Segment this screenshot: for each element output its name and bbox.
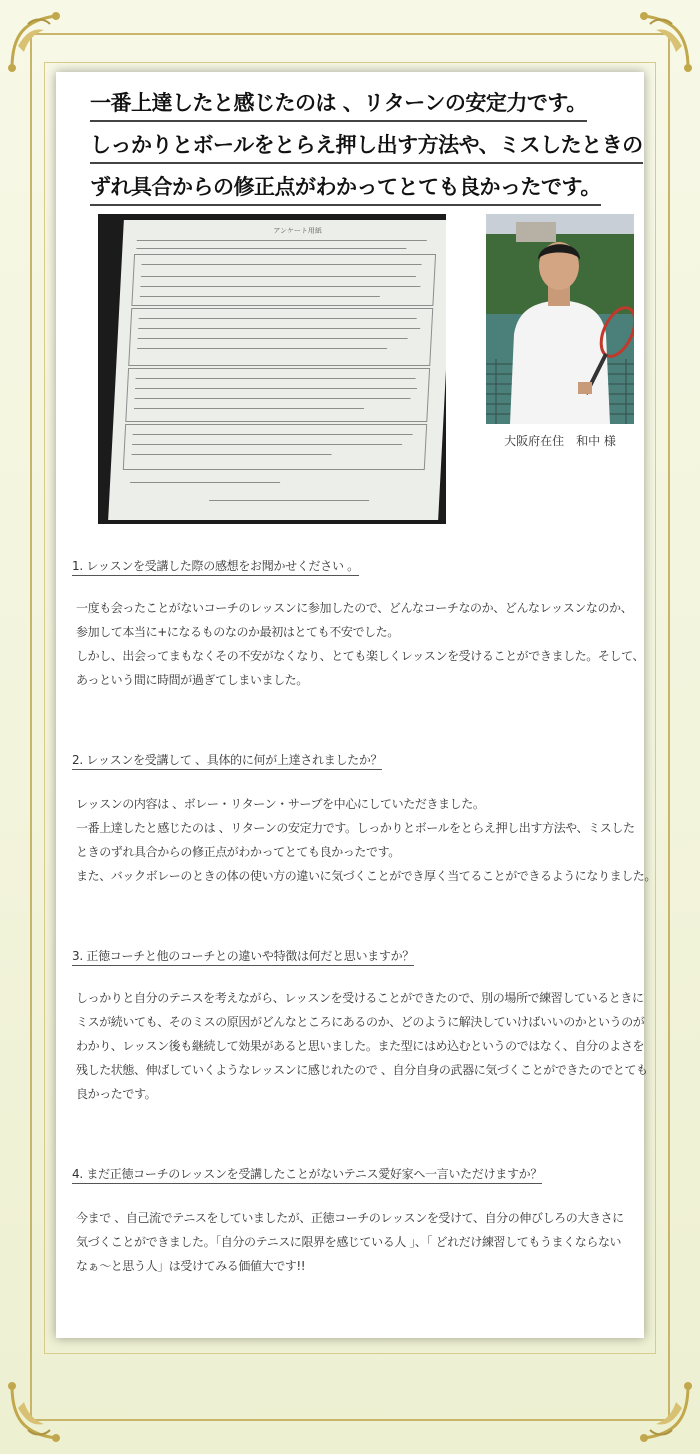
question-3: 3. 正徳コーチと他のコーチとの違いや特徴は何だと思いますか？ [72,948,414,966]
headline-line: 一番上達したと感じたのは 、リターンの安定力です。 [90,86,587,122]
corner-ornament-icon [4,6,74,76]
answer-4 [76,1206,638,1278]
answer-line: わかり、レッスン後も継続して効果があると思いました。また型にはめ込むというのではなく、自分のよさを [76,1039,645,1053]
answer-line: しっかりと自分のテニスを考えながら、レッスンを受けることができたので、別の場所で練習しているときに [76,991,644,1005]
corner-ornament-icon [626,1378,696,1448]
questionnaire-photo [98,214,446,524]
answer-line: ミスが続いても、そのミスの原因がどんなところにあるのか、どのように解決していけばいいのかというのが [76,1015,645,1029]
corner-ornament-icon [4,1378,74,1448]
answer-line: 良かったです。 [76,1087,157,1101]
question-1: 1. レッスンを受講した際の感想をお聞かせください 。 [72,558,359,576]
answer-line: ときのずれ具合からの修正点がわかってとても良かったです。 [76,845,400,859]
answer-line: なぁ～と思う人」は受けてみる価値大です!! [76,1259,306,1273]
corner-ornament-icon [626,6,696,76]
headline-line: ずれ具合からの修正点がわかってとても良かったです。 [90,170,601,206]
headline-line: しっかりとボールをとらえ押し出す方法や、ミスしたときの [90,128,643,164]
answer-line: また、バックボレーのときの体の使い方の違いに気づくことができ厚く当てることができるようになりました。 [76,869,657,883]
customer-caption: 大阪府在住 和中 様 [504,434,616,448]
answer-1 [76,596,645,692]
question-4: 4. まだ正徳コーチのレッスンを受講したことがないテニス愛好家へ一言いただけますか？ [72,1166,542,1184]
answer-3 [76,986,648,1106]
answer-line: 一番上達したと感じたのは 、リターンの安定力です。しっかりとボールをとらえ押し出す方法や、ミスした [76,821,635,835]
questionnaire-title: アンケート用紙 [273,227,323,235]
answer-line: 残した状態、伸ばしていくようなレッスンに感じれたので 、自分自身の武器に気づくことができたのでとても [76,1063,648,1077]
customer-photo [486,214,634,424]
answer-line: 今まで 、自己流でテニスをしていましたが、正徳コーチのレッスンを受けて、自分の伸びしろの大きさに [76,1211,624,1225]
questionnaire-sheet [108,220,446,520]
question-2: 2. レッスンを受講して 、具体的に何が上達されましたか？ [72,752,382,770]
answer-line: 参加して本当に+になるものなのか最初はとても不安でした。 [76,625,399,639]
answer-line: しかし、出会ってまもなくその不安がなくなり、とても楽しくレッスンを受けることができました。そして、 [76,649,645,663]
answer-line: 一度も会ったことがないコーチのレッスンに参加したので、どんなコーチなのか、どんなレッスンなのか、 [76,601,633,615]
headline [90,84,643,210]
answer-line: 気づくことができました。「自分のテニスに限界を感じている人 」、「 どれだけ練習してもうまくならない [76,1235,622,1249]
answer-line: レッスンの内容は 、ボレー・リターン・サーブを中心にしていただきました。 [76,797,485,811]
answer-line: あっという間に時間が過ぎてしまいました。 [76,673,308,687]
testimonial-card [56,72,657,1338]
answer-2 [76,792,657,888]
